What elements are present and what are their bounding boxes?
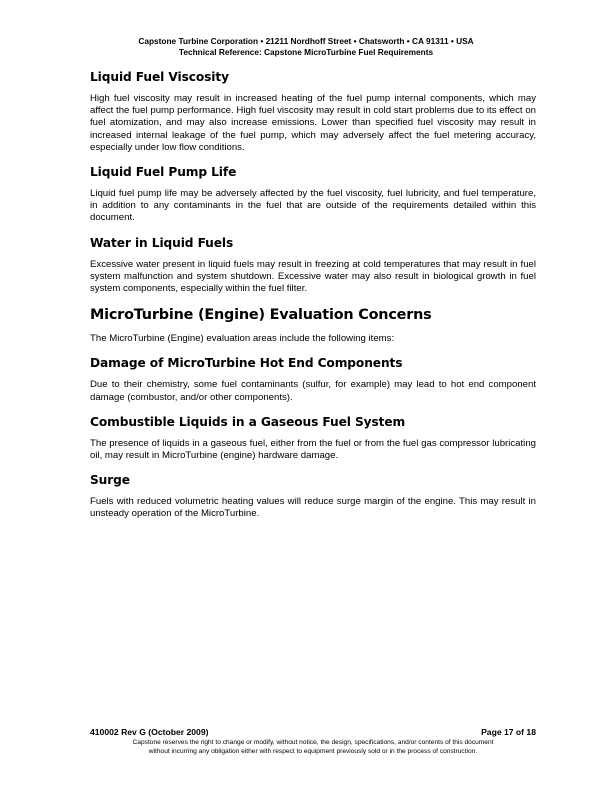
section-heading-pump-life: Liquid Fuel Pump Life: [90, 165, 237, 180]
footer-disclaimer-line1: Capstone reserves the right to change or modify, without notice, the design, specifications, and/or contents of this document: [132, 739, 494, 746]
footer-disclaimer: [90, 739, 536, 756]
section-heading-evaluation: MicroTurbine (Engine) Evaluation Concerns: [90, 307, 432, 324]
section-heading-viscosity: Liquid Fuel Viscosity: [90, 70, 229, 84]
section-body-water: Excessive water present in liquid fuels may result in freezing at cold temperatures that may result in fuel system malfunction and system shutdown. Excessive water may also result in biological growth in fuel system components, especially within the fuel filter.: [90, 258, 536, 295]
section-body-hot-end: Due to their chemistry, some fuel contaminants (sulfur, for example) may lead to hot end component damage (combustor, and/or other components).: [90, 379, 536, 403]
header-reference-line: Technical Reference: Capstone MicroTurbine Fuel Requirements: [178, 47, 434, 57]
section-heading-water: Water in Liquid Fuels: [90, 235, 234, 250]
section-heading-hot-end: Damage of MicroTurbine Hot End Components: [90, 356, 403, 371]
page-footer: [90, 727, 536, 756]
header-address-line: Capstone Turbine Corporation • 21211 Nordhoff Street • Chatsworth • CA 91311 • USA: [138, 36, 474, 46]
section-heading-surge: Surge: [90, 473, 130, 488]
footer-page-number: Page 17 of 18: [481, 727, 536, 737]
section-heading-combustible: Combustible Liquids in a Gaseous Fuel System: [90, 414, 406, 429]
section-body-pump-life: Liquid fuel pump life may be adversely affected by the fuel viscosity, fuel lubricity, and fuel temperature, in addition to any contaminants in the fuel that are outside of the requirements detailed within this document.: [90, 188, 536, 224]
footer-disclaimer-line2: without incurring any obligation either with respect to equipment previously sold or in the process of construction.: [148, 747, 478, 755]
document-body: [90, 70, 536, 532]
footer-row: [90, 727, 536, 738]
footer-doc-id: 410002 Rev G (October 2009): [90, 727, 209, 737]
section-body-surge: Fuels with reduced volumetric heating values will reduce surge margin of the engine. This may result in unsteady operation of the MicroTurbine.: [90, 496, 536, 520]
page-header: [0, 36, 612, 58]
section-body-evaluation: The MicroTurbine (Engine) evaluation areas include the following items:: [90, 333, 395, 345]
section-body-combustible: The presence of liquids in a gaseous fuel, either from the fuel or from the fuel gas compressor lubricating oil, may result in MicroTurbine (engine) hardware damage.: [90, 437, 536, 462]
section-body-viscosity: High fuel viscosity may result in increased heating of the fuel pump internal components, which may affect the fuel pump performance. High fuel viscosity may result in cold start problems due to its effect on fuel atomization, and may also increase emissions. Lower than specified fuel viscosity may result in increased internal leakage of the fuel pump, which may adversely affect the fuel metering accuracy, especially under low flow conditions.: [90, 93, 536, 153]
